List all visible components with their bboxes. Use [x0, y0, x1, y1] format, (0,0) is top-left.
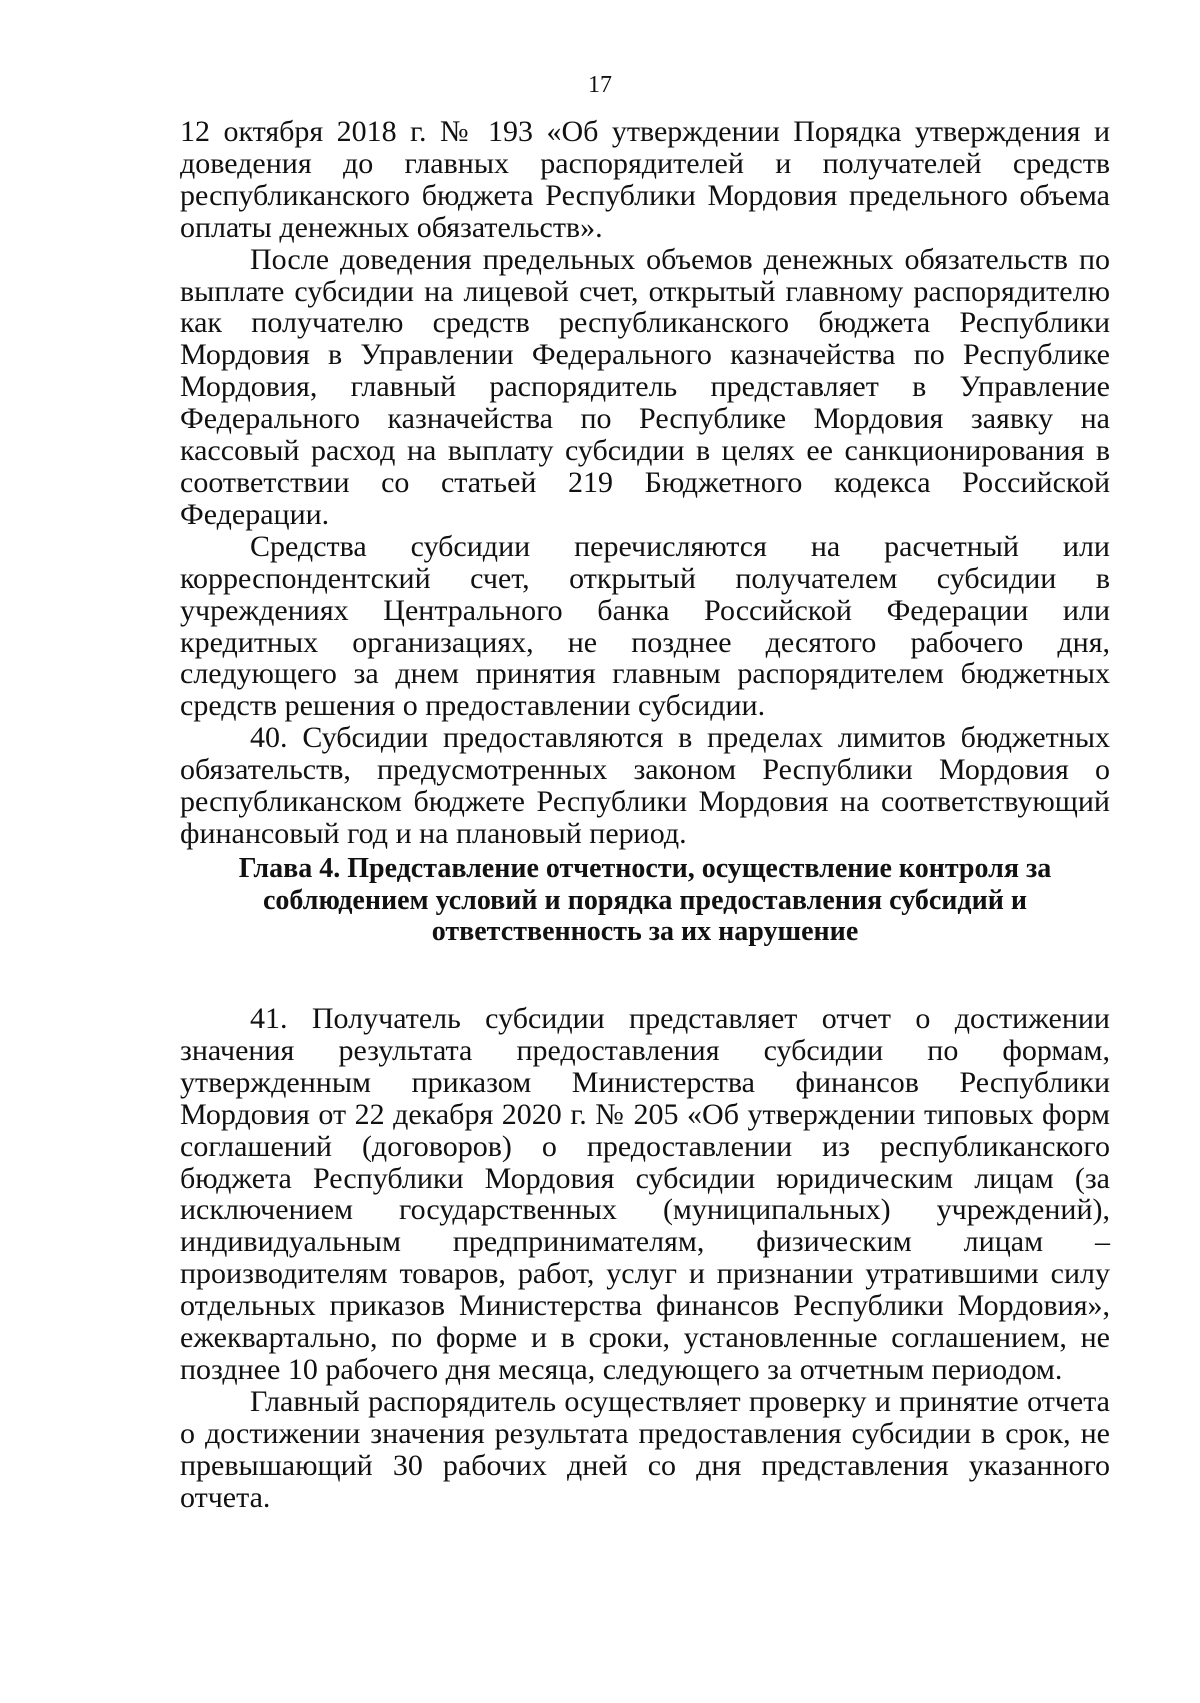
paragraph-item-41: 41. Получатель субсидии представляет отчет о достижении значения результата предоставления субсидии по формам, утвержденным приказом Министерства финансов Республики Мордовия от 22 декабря 2020 г. № 205 «Об утверждении типовых форм соглашений (договоров) о предоставлении из республиканского бюджета Республики Мордовия субсидии юридическим лицам (за исключением государственных (муниципальных) учреждений), индивидуальным предпринимателям, физическим лицам – производителям товаров, работ, услуг и признании утратившими силу отдельных приказов Министерства финансов Республики Мордовия», ежеквартально, по форме и в сроки, установленные соглашением, не позднее 10 рабочего дня месяца, следующего за отчетным периодом.	[180, 1002, 1110, 1386]
text-block-top	[180, 116, 1110, 850]
chapter-heading-line: Глава 4. Представление отчетности, осуществление контроля за	[238, 853, 1052, 884]
text-block-bottom	[180, 1003, 1110, 1514]
chapter-heading-line: соблюдением условий и порядка предоставления субсидий и	[263, 884, 1027, 916]
page-number: 17	[588, 72, 612, 98]
chapter-heading-line: ответственность за их нарушение	[431, 916, 859, 947]
paragraph-continuation: 12 октября 2018 г. № 193 «Об утверждении Порядка утверждения и доведения до главных распорядителей и получателей средств республиканского бюджета Республики Мордовия предельного объема оплаты денежных обязательств».	[180, 115, 1110, 244]
paragraph-transfer: Средства субсидии перечисляются на расчетный или корреспондентский счет, открытый получателем субсидии в учреждениях Центрального банка Российской Федерации или кредитных организациях, не позднее десятого рабочего дня, следующего за днем принятия главным распорядителем бюджетных средств решения о предоставлении субсидии.	[180, 529, 1110, 723]
paragraph-cash-limits: После доведения предельных объемов денежных обязательств по выплате субсидии на лицевой счет, открытый главному распорядителю как получателю средств республиканского бюджета Республики Мордовия в Управлении Федерального казначейства по Республике Мордовия, главный распорядитель представляет в Управление Федерального казначейства по Республике Мордовия заявку на кассовый расход на выплату субсидии в целях ее санкционирования в соответствии со статьей 219 Бюджетного кодекса Российской Федерации.	[180, 242, 1110, 531]
paragraph-report-check: Главный распорядитель осуществляет проверку и принятие отчета о достижении значения результата предоставления субсидии в срок, не превышающий 30 рабочих дней со дня представления указанного отчета.	[180, 1384, 1110, 1514]
paragraph-item-40: 40. Субсидии предоставляются в пределах лимитов бюджетных обязательств, предусмотренных законом Республики Мордовия о республиканском бюджете Республики Мордовия на соответствующий финансовый год и на плановый период.	[180, 721, 1110, 850]
chapter-heading	[180, 853, 1110, 948]
